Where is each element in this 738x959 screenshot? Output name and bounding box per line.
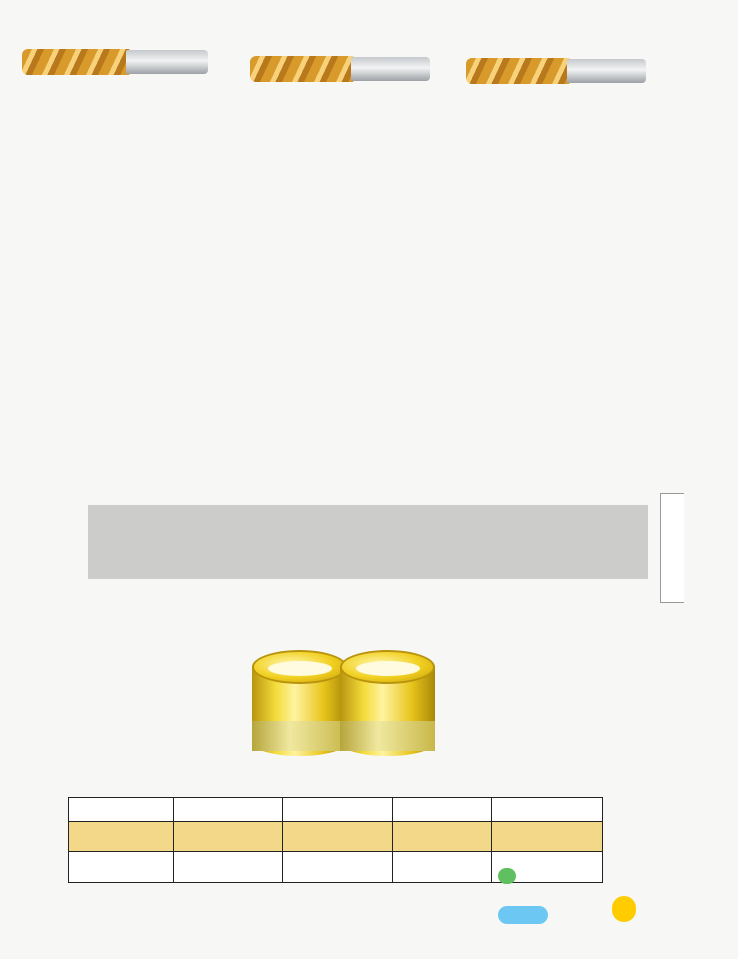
package-cell xyxy=(174,822,284,851)
can-band-label xyxy=(252,721,347,751)
skype-icon xyxy=(498,906,548,924)
edp-cell xyxy=(69,822,174,851)
section-side-tab xyxy=(660,493,684,603)
end-mill-image-2 xyxy=(250,56,430,82)
end-mill-image-1 xyxy=(22,49,208,75)
table-header-row xyxy=(69,798,602,822)
can-lid-label xyxy=(268,661,332,676)
model-cell xyxy=(283,852,393,882)
header-cell xyxy=(283,798,393,821)
edp-cell xyxy=(69,852,174,882)
price-cell xyxy=(393,822,493,851)
note-cell xyxy=(492,822,602,851)
header-cell xyxy=(492,798,602,821)
paste-can-image xyxy=(340,650,435,758)
paste-can-image xyxy=(252,650,347,758)
qq-icon xyxy=(612,896,636,922)
header-cell xyxy=(393,798,493,821)
price-cell xyxy=(393,852,493,882)
can-lid-label xyxy=(356,661,420,676)
header-cell xyxy=(69,798,174,821)
model-cell xyxy=(283,822,393,851)
watermark xyxy=(88,505,648,579)
can-band-label xyxy=(340,721,435,751)
end-mill-image-3 xyxy=(466,58,646,84)
wechat-icon xyxy=(498,868,516,884)
table-row xyxy=(69,822,602,852)
header-cell xyxy=(174,798,284,821)
contact-watermark xyxy=(494,866,738,959)
package-cell xyxy=(174,852,284,882)
